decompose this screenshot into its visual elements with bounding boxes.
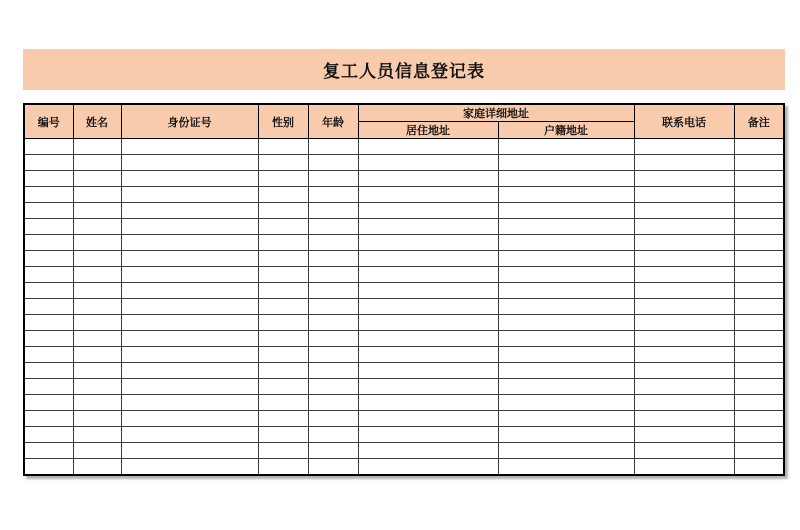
table-cell[interactable] xyxy=(258,171,308,187)
header-row-main xyxy=(24,104,784,122)
table-cell[interactable] xyxy=(498,299,634,315)
table-cell[interactable] xyxy=(734,155,784,171)
table-cell[interactable] xyxy=(634,315,734,331)
table-cell[interactable] xyxy=(358,443,498,459)
table-cell[interactable] xyxy=(73,283,121,299)
table-header xyxy=(24,104,784,139)
table-cell[interactable] xyxy=(358,459,498,476)
table-cell[interactable] xyxy=(634,219,734,235)
table-cell[interactable] xyxy=(121,315,258,331)
table-cell[interactable] xyxy=(73,267,121,283)
table-row xyxy=(24,283,784,299)
table-cell[interactable] xyxy=(121,235,258,251)
table-cell[interactable] xyxy=(258,267,308,283)
table-cell[interactable] xyxy=(24,363,73,379)
table-cell[interactable] xyxy=(73,299,121,315)
table-row xyxy=(24,155,784,171)
table-cell[interactable] xyxy=(734,411,784,427)
table-cell[interactable] xyxy=(258,427,308,443)
table-cell[interactable] xyxy=(308,299,358,315)
table-row xyxy=(24,251,784,267)
table-cell[interactable] xyxy=(24,459,73,476)
table-cell[interactable] xyxy=(734,299,784,315)
table-cell[interactable] xyxy=(121,283,258,299)
table-cell[interactable] xyxy=(258,219,308,235)
table-cell[interactable] xyxy=(24,315,73,331)
table-row xyxy=(24,443,784,459)
table-cell[interactable] xyxy=(308,315,358,331)
table-cell[interactable] xyxy=(73,395,121,411)
table-cell[interactable] xyxy=(121,443,258,459)
table-cell[interactable] xyxy=(73,139,121,155)
table-cell[interactable] xyxy=(258,155,308,171)
table-cell[interactable] xyxy=(498,267,634,283)
table-cell[interactable] xyxy=(358,331,498,347)
header-gender: 性别 xyxy=(258,104,308,139)
table-cell[interactable] xyxy=(258,411,308,427)
table-cell[interactable] xyxy=(258,315,308,331)
table-cell[interactable] xyxy=(498,251,634,267)
table-cell[interactable] xyxy=(258,203,308,219)
header-home-address-group: 家庭详细地址 xyxy=(358,104,634,122)
table-cell[interactable] xyxy=(258,251,308,267)
table-cell[interactable] xyxy=(73,315,121,331)
table-cell[interactable] xyxy=(734,251,784,267)
header-residence-address: 居住地址 xyxy=(358,122,498,139)
table-cell[interactable] xyxy=(498,315,634,331)
table-cell[interactable] xyxy=(308,427,358,443)
table-cell[interactable] xyxy=(634,379,734,395)
table-cell[interactable] xyxy=(734,203,784,219)
header-registered-address: 户籍地址 xyxy=(498,122,634,139)
table-cell[interactable] xyxy=(498,411,634,427)
table-cell[interactable] xyxy=(634,443,734,459)
table-cell[interactable] xyxy=(24,267,73,283)
table-cell[interactable] xyxy=(358,427,498,443)
table-cell[interactable] xyxy=(358,139,498,155)
table-cell[interactable] xyxy=(24,299,73,315)
table-cell[interactable] xyxy=(634,411,734,427)
table-cell[interactable] xyxy=(634,171,734,187)
table-cell[interactable] xyxy=(734,443,784,459)
table-cell[interactable] xyxy=(634,187,734,203)
table-cell[interactable] xyxy=(121,331,258,347)
table-cell[interactable] xyxy=(258,347,308,363)
table-cell[interactable] xyxy=(634,283,734,299)
table-row xyxy=(24,331,784,347)
table-cell[interactable] xyxy=(634,427,734,443)
table-cell[interactable] xyxy=(24,411,73,427)
table-cell[interactable] xyxy=(308,235,358,251)
table-cell[interactable] xyxy=(498,235,634,251)
table-cell[interactable] xyxy=(308,283,358,299)
table-cell[interactable] xyxy=(121,267,258,283)
table-row xyxy=(24,315,784,331)
table-cell[interactable] xyxy=(24,395,73,411)
table-cell[interactable] xyxy=(358,347,498,363)
table-cell[interactable] xyxy=(734,363,784,379)
table-cell[interactable] xyxy=(258,363,308,379)
header-age: 年龄 xyxy=(308,104,358,139)
table-cell[interactable] xyxy=(734,315,784,331)
table-cell[interactable] xyxy=(358,203,498,219)
table-cell[interactable] xyxy=(734,331,784,347)
table-cell[interactable] xyxy=(734,235,784,251)
table-cell[interactable] xyxy=(308,155,358,171)
table-cell[interactable] xyxy=(358,379,498,395)
table-cell[interactable] xyxy=(24,187,73,203)
table-cell[interactable] xyxy=(24,139,73,155)
table-cell[interactable] xyxy=(121,203,258,219)
table-cell[interactable] xyxy=(121,251,258,267)
table-cell[interactable] xyxy=(498,203,634,219)
table-cell[interactable] xyxy=(24,331,73,347)
table-cell[interactable] xyxy=(634,459,734,476)
table-cell[interactable] xyxy=(258,139,308,155)
table-cell[interactable] xyxy=(498,187,634,203)
table-cell[interactable] xyxy=(24,283,73,299)
table-cell[interactable] xyxy=(358,219,498,235)
table-cell[interactable] xyxy=(308,171,358,187)
table-cell[interactable] xyxy=(498,443,634,459)
table-cell[interactable] xyxy=(634,395,734,411)
table-cell[interactable] xyxy=(308,139,358,155)
header-phone: 联系电话 xyxy=(634,104,734,139)
table-cell[interactable] xyxy=(634,235,734,251)
table-cell[interactable] xyxy=(734,379,784,395)
table-cell[interactable] xyxy=(258,395,308,411)
table-cell[interactable] xyxy=(634,331,734,347)
table-cell[interactable] xyxy=(358,315,498,331)
table-cell[interactable] xyxy=(734,427,784,443)
table-cell[interactable] xyxy=(634,347,734,363)
table-cell[interactable] xyxy=(121,219,258,235)
table-row xyxy=(24,267,784,283)
table-cell[interactable] xyxy=(358,395,498,411)
table-row xyxy=(24,395,784,411)
table-row xyxy=(24,347,784,363)
header-id-number: 身份证号 xyxy=(121,104,258,139)
table-cell[interactable] xyxy=(498,155,634,171)
table-cell[interactable] xyxy=(634,251,734,267)
table-cell[interactable] xyxy=(308,379,358,395)
page-title: 复工人员信息登记表 xyxy=(323,62,485,81)
table-cell[interactable] xyxy=(498,395,634,411)
header-remarks: 备注 xyxy=(734,104,784,139)
table-cell[interactable] xyxy=(73,219,121,235)
table-cell[interactable] xyxy=(121,363,258,379)
header-name: 姓名 xyxy=(73,104,121,139)
table-row xyxy=(24,171,784,187)
table-cell[interactable] xyxy=(634,139,734,155)
table-cell[interactable] xyxy=(634,267,734,283)
table-row xyxy=(24,235,784,251)
table-cell[interactable] xyxy=(258,299,308,315)
table-cell[interactable] xyxy=(498,363,634,379)
table-cell[interactable] xyxy=(498,283,634,299)
table-cell[interactable] xyxy=(498,427,634,443)
table-cell[interactable] xyxy=(121,411,258,427)
table-cell[interactable] xyxy=(24,219,73,235)
table-cell[interactable] xyxy=(121,459,258,476)
table-cell[interactable] xyxy=(308,411,358,427)
table-cell[interactable] xyxy=(73,203,121,219)
table-cell[interactable] xyxy=(734,187,784,203)
table-cell[interactable] xyxy=(308,331,358,347)
table-cell[interactable] xyxy=(24,379,73,395)
table-cell[interactable] xyxy=(73,235,121,251)
table-cell[interactable] xyxy=(734,267,784,283)
table-cell[interactable] xyxy=(308,347,358,363)
table-cell[interactable] xyxy=(258,235,308,251)
table-cell[interactable] xyxy=(734,395,784,411)
table-cell[interactable] xyxy=(634,299,734,315)
table-cell[interactable] xyxy=(498,219,634,235)
table-cell[interactable] xyxy=(73,347,121,363)
table-cell[interactable] xyxy=(308,219,358,235)
table-cell[interactable] xyxy=(358,267,498,283)
table-cell[interactable] xyxy=(258,331,308,347)
table-cell[interactable] xyxy=(308,395,358,411)
table-cell[interactable] xyxy=(498,139,634,155)
table-cell[interactable] xyxy=(121,171,258,187)
table-cell[interactable] xyxy=(358,251,498,267)
table-cell[interactable] xyxy=(358,187,498,203)
table-cell[interactable] xyxy=(24,443,73,459)
table-cell[interactable] xyxy=(121,187,258,203)
table-cell[interactable] xyxy=(121,379,258,395)
table-cell[interactable] xyxy=(24,235,73,251)
table-cell[interactable] xyxy=(24,251,73,267)
table-row xyxy=(24,363,784,379)
table-cell[interactable] xyxy=(121,347,258,363)
table-row xyxy=(24,219,784,235)
table-cell[interactable] xyxy=(634,363,734,379)
title-banner xyxy=(23,49,785,90)
table-cell[interactable] xyxy=(308,267,358,283)
registration-table xyxy=(23,103,785,476)
table-body xyxy=(24,139,784,476)
table-cell[interactable] xyxy=(258,283,308,299)
table-row xyxy=(24,411,784,427)
table-cell[interactable] xyxy=(121,427,258,443)
table-cell[interactable] xyxy=(498,459,634,476)
table-cell[interactable] xyxy=(634,203,734,219)
table-cell[interactable] xyxy=(734,139,784,155)
table-cell[interactable] xyxy=(308,443,358,459)
table-cell[interactable] xyxy=(258,443,308,459)
table-cell[interactable] xyxy=(358,411,498,427)
table-cell[interactable] xyxy=(734,283,784,299)
table-row xyxy=(24,299,784,315)
table-cell[interactable] xyxy=(308,203,358,219)
header-number: 编号 xyxy=(24,104,73,139)
table-cell[interactable] xyxy=(24,203,73,219)
table-cell[interactable] xyxy=(358,171,498,187)
table-row xyxy=(24,379,784,395)
table-cell[interactable] xyxy=(308,459,358,476)
table-cell[interactable] xyxy=(308,363,358,379)
table-cell[interactable] xyxy=(734,347,784,363)
table-cell[interactable] xyxy=(308,187,358,203)
table-row xyxy=(24,203,784,219)
table-cell[interactable] xyxy=(358,299,498,315)
table-cell[interactable] xyxy=(358,283,498,299)
table-row xyxy=(24,427,784,443)
table-cell[interactable] xyxy=(73,331,121,347)
table-cell[interactable] xyxy=(258,187,308,203)
table-cell[interactable] xyxy=(73,363,121,379)
table-cell[interactable] xyxy=(308,251,358,267)
table-cell[interactable] xyxy=(121,139,258,155)
table-cell[interactable] xyxy=(358,235,498,251)
table-cell[interactable] xyxy=(73,171,121,187)
table-cell[interactable] xyxy=(73,155,121,171)
table-cell[interactable] xyxy=(73,427,121,443)
table-row xyxy=(24,139,784,155)
table-cell[interactable] xyxy=(498,379,634,395)
table-cell[interactable] xyxy=(734,459,784,476)
table-cell[interactable] xyxy=(358,363,498,379)
table-cell[interactable] xyxy=(73,443,121,459)
table-cell[interactable] xyxy=(498,171,634,187)
table-cell[interactable] xyxy=(73,187,121,203)
table-cell[interactable] xyxy=(24,347,73,363)
table-cell[interactable] xyxy=(498,347,634,363)
table-cell[interactable] xyxy=(73,251,121,267)
table-row xyxy=(24,459,784,476)
table-cell[interactable] xyxy=(24,155,73,171)
table-row xyxy=(24,187,784,203)
table-cell[interactable] xyxy=(634,155,734,171)
table-cell[interactable] xyxy=(734,219,784,235)
table-cell[interactable] xyxy=(258,379,308,395)
table-cell[interactable] xyxy=(734,171,784,187)
table-cell[interactable] xyxy=(258,459,308,476)
table-cell[interactable] xyxy=(24,171,73,187)
table-cell[interactable] xyxy=(73,411,121,427)
table-cell[interactable] xyxy=(121,395,258,411)
table-cell[interactable] xyxy=(121,299,258,315)
table-cell[interactable] xyxy=(24,427,73,443)
table-cell[interactable] xyxy=(73,379,121,395)
table-cell[interactable] xyxy=(121,155,258,171)
table-cell[interactable] xyxy=(73,459,121,476)
table-cell[interactable] xyxy=(358,155,498,171)
table-cell[interactable] xyxy=(498,331,634,347)
